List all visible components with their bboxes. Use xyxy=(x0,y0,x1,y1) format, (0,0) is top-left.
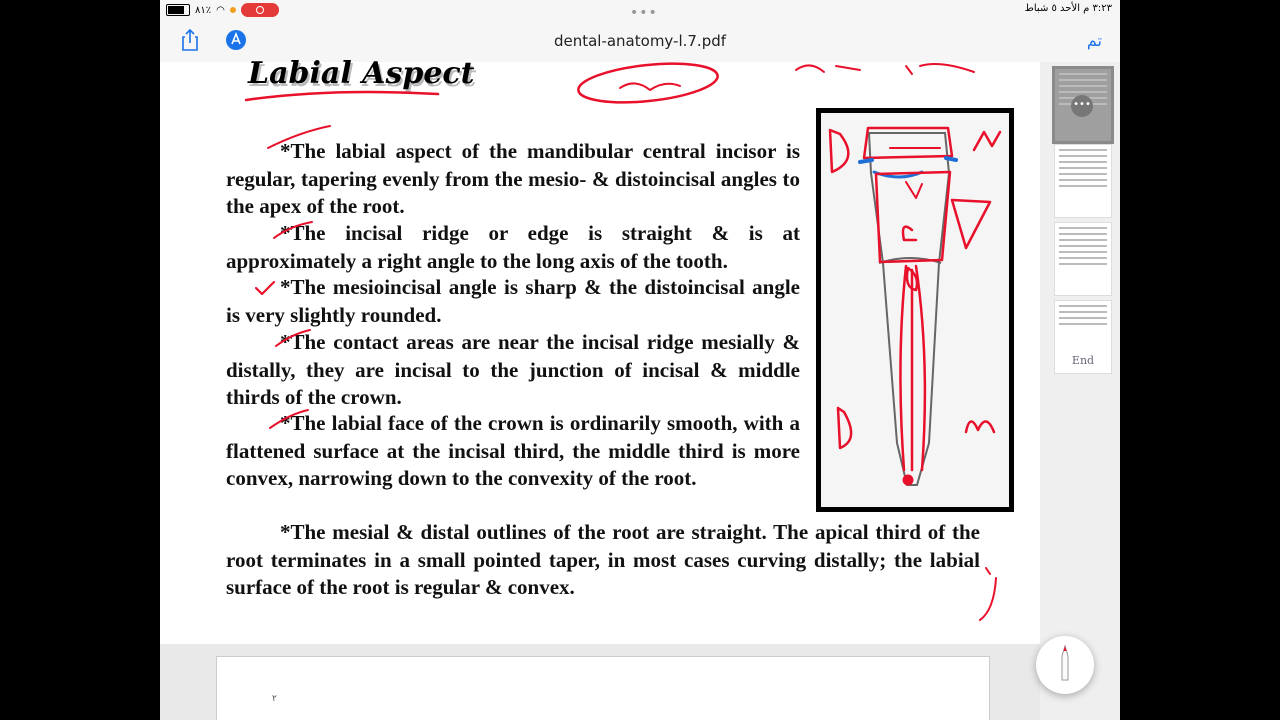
document-title: dental-anatomy-l.7.pdf xyxy=(553,32,727,50)
page-number: ٢ xyxy=(272,694,277,704)
more-icon[interactable]: ••• xyxy=(1071,95,1093,117)
screen-recording-indicator[interactable] xyxy=(241,3,279,17)
multitasking-dots-icon[interactable]: ••• xyxy=(630,5,658,21)
end-label: End xyxy=(1071,354,1095,367)
tooth-labial-diagram xyxy=(816,108,1014,512)
paragraph-6: *The mesial & distal outlines of the root are straight. The apical third of the root terminates in a small pointed taper, in most cases curving distally; the labial surface of the root is regular & convex. xyxy=(226,520,980,599)
paragraph-3: *The mesioincisal angle is sharp & the distoincisal angle is very slightly rounded. xyxy=(226,275,800,327)
tooth-outline-drawing xyxy=(821,113,1009,507)
done-button[interactable]: تم xyxy=(1086,31,1102,50)
battery-fill xyxy=(168,6,184,14)
paragraph-1: *The labial aspect of the mandibular central incisor is regular, tapering evenly from the mesio- & distoincisal angles to the apex of the root. xyxy=(226,139,800,218)
status-left xyxy=(166,3,279,17)
battery-icon xyxy=(166,4,190,16)
record-icon xyxy=(256,6,264,14)
markup-pencil-button[interactable] xyxy=(1036,636,1094,694)
battery-percent: ٨١٪ xyxy=(195,4,212,16)
wifi-icon: ◠ xyxy=(216,4,225,16)
thumbnail-page-2[interactable] xyxy=(1054,144,1112,218)
thumbnail-page-3[interactable] xyxy=(1054,222,1112,296)
pdf-page-next xyxy=(216,656,990,720)
location-dot-icon xyxy=(230,7,236,13)
section-heading: Labial Aspect xyxy=(248,56,475,91)
ipad-screen xyxy=(160,0,1120,720)
pdf-page xyxy=(160,56,1040,644)
thumbnail-page-4[interactable] xyxy=(1054,300,1112,374)
status-time-date: ٣:٢٣ م الأحد ٥ شباط xyxy=(1024,3,1112,14)
paragraph-5: *The labial face of the crown is ordinarily smooth, with a flattened surface at the incisal third, the middle third is more convex, narrowing down to the convexity of the root. xyxy=(226,411,800,490)
pencil-icon xyxy=(1036,636,1094,694)
thumbnail-page-1[interactable] xyxy=(1052,66,1114,144)
thumbnail-sidebar xyxy=(1040,62,1120,720)
paragraph-4: *The contact areas are near the incisal ridge mesially & distally, they are incisal to the junction of incisal & middle thirds of the crown. xyxy=(226,330,800,409)
paragraph-2: *The incisal ridge or edge is straight & is at approximately a right angle to the long axis of the tooth. xyxy=(226,221,800,273)
